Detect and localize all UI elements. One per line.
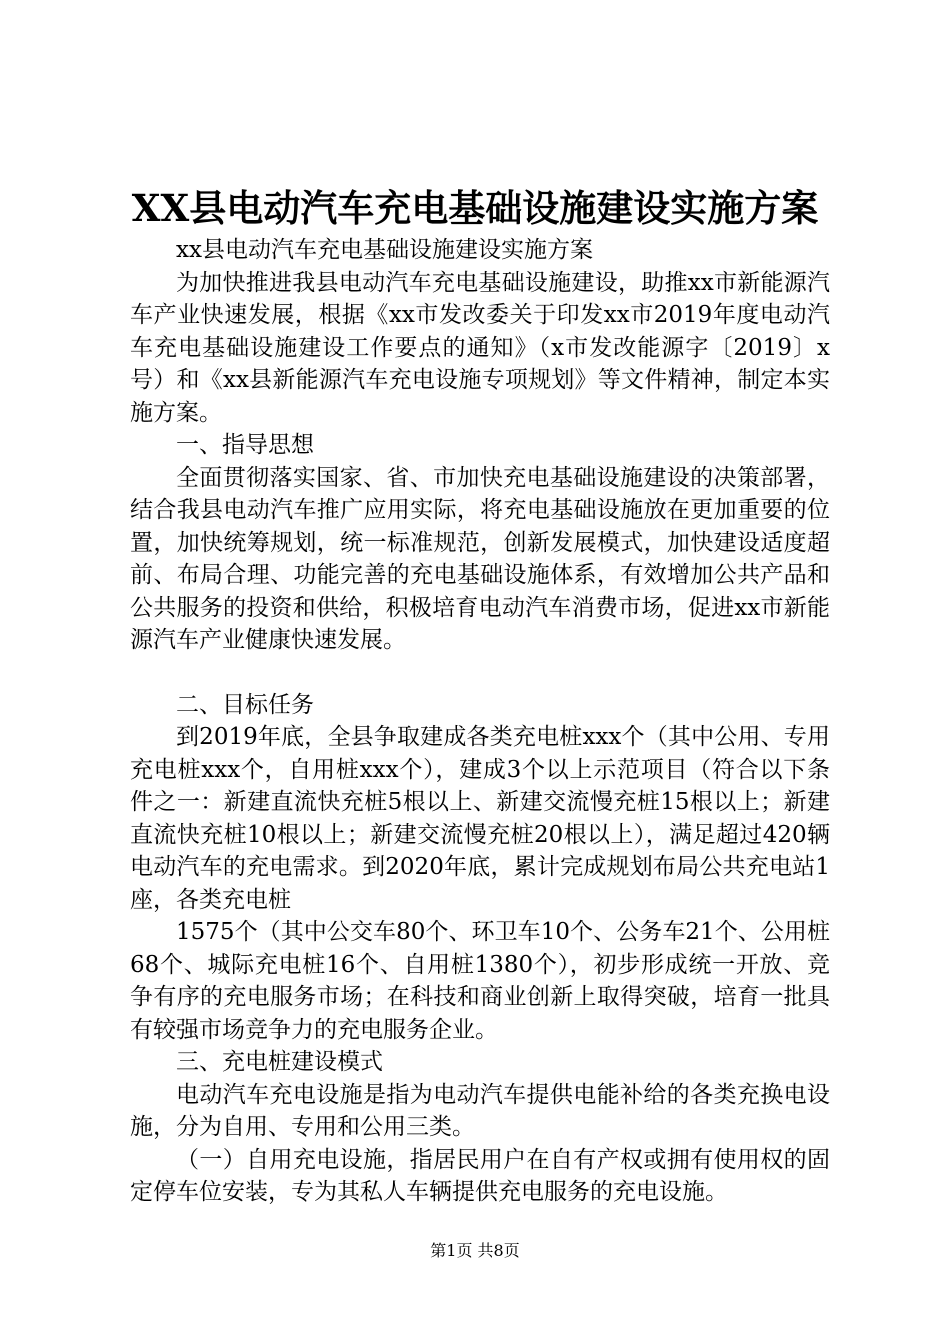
section-heading-guiding-ideology: 一、指导思想 bbox=[176, 432, 314, 458]
intro-paragraph: 为加快推进我县电动汽车充电基础设施建设，助推xx市新能源汽车产业快速发展，根据《xx市发改委关于印发xx市2019年度电动汽车充电基础设施建设工作要点的通知》（x市发改能源字〔2019〕x号）和《xx县新能源汽车充电设施专项规划》等文件精神，制定本实施方案。 bbox=[130, 269, 830, 426]
page-number-footer: 第1页 共8页 bbox=[430, 1241, 520, 1260]
goals-paragraph: 到2019年底，全县争取建成各类充电桩xxx个（其中公用、专用充电桩xxx个，自用桩xxx个），建成3个以上示范项目（符合以下条件之一：新建直流快充桩5根以上、新建交流慢充桩15根以上；新建直流快充桩10根以上；新建交流慢充桩20根以上），满足超过420辆电动汽车的充电需求。到2020年底，累计完成规划布局公共充电站1座，各类充电桩 bbox=[130, 724, 830, 913]
document-body bbox=[130, 234, 830, 1209]
construction-mode-paragraph: 电动汽车充电设施是指为电动汽车提供电能补给的各类充换电设施，分为自用、专用和公用三类。 bbox=[130, 1081, 830, 1140]
guiding-ideology-paragraph: 全面贯彻落实国家、省、市加快充电基础设施建设的决策部署，结合我县电动汽车推广应用实际，将充电基础设施放在更加重要的位置，加快统筹规划，统一标准规范，创新发展模式，加快建设适度超前、布局合理、功能完善的充电基础设施体系，有效增加公共产品和公共服务的投资和供给，积极培育电动汽车消费市场，促进xx市新能源汽车产业健康快速发展。 bbox=[130, 464, 830, 653]
document-title: XX县电动汽车充电基础设施建设实施方案 bbox=[131, 186, 819, 230]
section-heading-goals: 二、目标任务 bbox=[176, 691, 314, 718]
goals-continuation-paragraph: 1575个（其中公交车80个、环卫车10个、公务车21个、公用桩68个、城际充电桩16个、自用桩1380个），初步形成统一开放、竞争有序的充电服务市场；在科技和商业创新上取得突破，培育一批具有较强市场竞争力的充电服务企业。 bbox=[130, 919, 830, 1043]
section-heading-construction-mode: 三、充电桩建设模式 bbox=[176, 1049, 383, 1075]
subtitle-paragraph: xx县电动汽车充电基础设施建设实施方案 bbox=[176, 237, 593, 263]
self-use-facility-paragraph: （一）自用充电设施，指居民用户在自有产权或拥有使用权的固定停车位安装，专为其私人车辆提供充电服务的充电设施。 bbox=[130, 1146, 830, 1205]
